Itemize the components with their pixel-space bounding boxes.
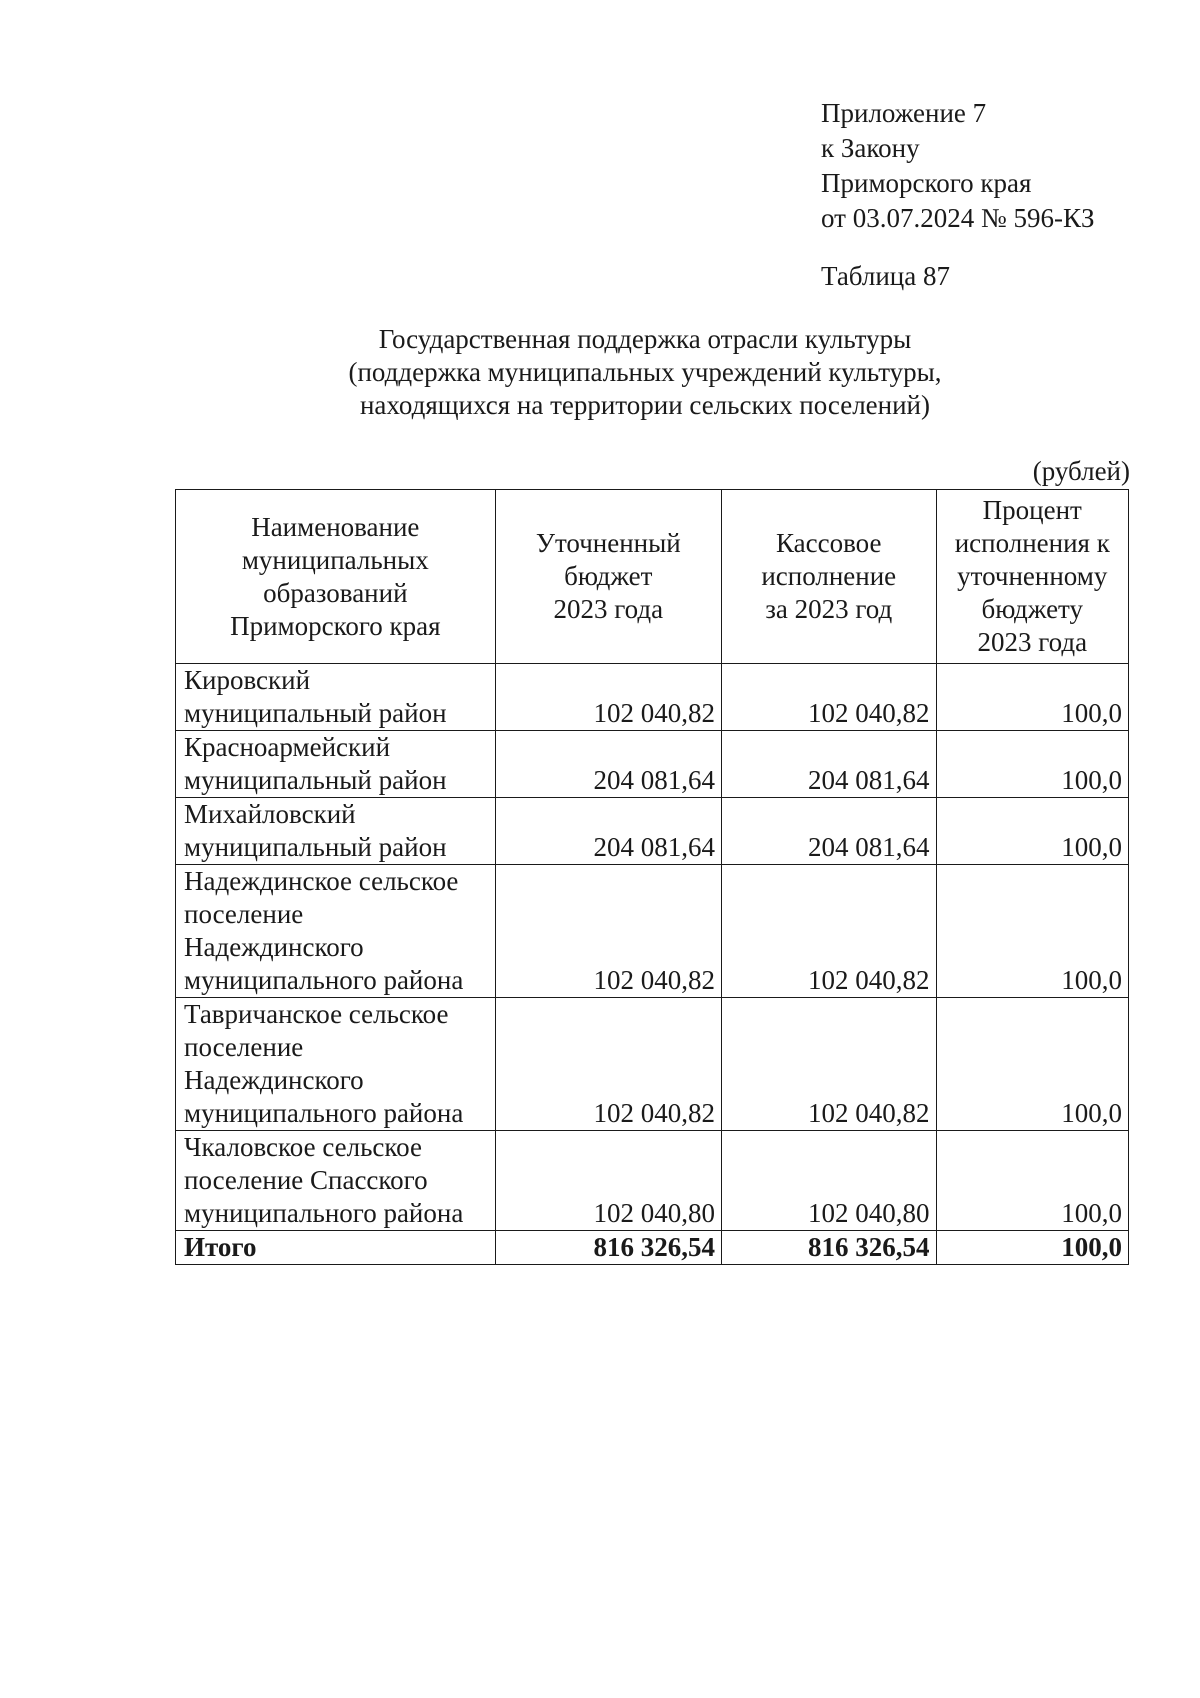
budget-table	[175, 489, 1129, 1265]
name-line: поселение	[184, 899, 304, 929]
name-line: поселение	[184, 1032, 304, 1062]
municipality-name	[176, 731, 496, 798]
table-row	[176, 1131, 1129, 1231]
total-execution: 816 326,54	[721, 1231, 936, 1265]
name-line: Кировский	[184, 665, 311, 695]
municipality-name	[176, 998, 496, 1131]
header-line: за 2023 год	[765, 594, 893, 624]
execution-value: 102 040,80	[721, 1131, 936, 1231]
budget-value: 204 081,64	[495, 731, 721, 798]
municipality-name	[176, 664, 496, 731]
name-line: муниципального района	[184, 1198, 464, 1228]
header-line: уточненному	[957, 561, 1108, 591]
name-line: Красноармейский	[184, 732, 391, 762]
name-line: муниципальный район	[184, 832, 447, 862]
budget-value: 102 040,80	[495, 1131, 721, 1231]
percent-value: 100,0	[936, 865, 1128, 998]
execution-value: 204 081,64	[721, 731, 936, 798]
total-percent: 100,0	[936, 1231, 1128, 1265]
header-line: Приморского края	[230, 610, 441, 641]
table-row	[176, 664, 1129, 731]
percent-value: 100,0	[936, 1131, 1128, 1231]
name-line: Михайловский	[184, 799, 356, 829]
total-row	[176, 1231, 1129, 1265]
name-line: муниципальный район	[184, 765, 447, 795]
header-budget	[495, 490, 721, 664]
municipality-name	[176, 798, 496, 865]
municipality-name	[176, 1131, 496, 1231]
header-line: бюджет	[564, 561, 653, 591]
header-line: 2023 года	[553, 594, 664, 624]
header-line: Кассовое	[776, 528, 882, 558]
header-execution	[721, 490, 936, 664]
header-line: муниципальных	[241, 544, 429, 575]
execution-value: 102 040,82	[721, 664, 936, 731]
title-line: находящихся на территории сельских поселений)	[359, 390, 930, 420]
header-line: бюджету	[981, 594, 1084, 624]
name-line: поселение Спасского	[184, 1165, 428, 1195]
header-percent	[936, 490, 1128, 664]
table-number: Таблица 87	[821, 261, 950, 291]
appendix-line: к Закону	[821, 133, 920, 163]
table-header-row	[176, 490, 1129, 664]
percent-value: 100,0	[936, 731, 1128, 798]
table-row	[176, 998, 1129, 1131]
execution-value: 102 040,82	[721, 998, 936, 1131]
budget-value: 204 081,64	[495, 798, 721, 865]
units-label: (рублей)	[1032, 456, 1130, 486]
budget-value: 102 040,82	[495, 664, 721, 731]
header-line: образований	[263, 577, 408, 608]
name-line: муниципальный район	[184, 698, 447, 728]
name-line: Тавричанское сельское	[184, 999, 449, 1029]
header-name	[176, 490, 496, 664]
header-line: 2023 года	[977, 627, 1088, 657]
title-line: Государственная поддержка отрасли культуры	[378, 324, 912, 354]
name-line: Надеждинское сельское	[184, 866, 459, 896]
percent-value: 100,0	[936, 664, 1128, 731]
header-line: исполнения к	[954, 528, 1110, 558]
appendix-line: Приложение 7	[821, 98, 987, 128]
header-line: Процент	[982, 495, 1082, 525]
budget-value: 102 040,82	[495, 865, 721, 998]
header-line: Наименование	[251, 511, 420, 542]
percent-value: 100,0	[936, 798, 1128, 865]
budget-value: 102 040,82	[495, 998, 721, 1131]
appendix-line: от 03.07.2024 № 596-КЗ	[821, 203, 1095, 233]
name-line: муниципального района	[184, 1098, 464, 1128]
name-line: Надеждинского	[184, 932, 364, 962]
document-title	[300, 323, 990, 422]
execution-value: 102 040,82	[721, 865, 936, 998]
total-budget: 816 326,54	[495, 1231, 721, 1265]
municipality-name	[176, 865, 496, 998]
appendix-line: Приморского края	[821, 168, 1032, 198]
total-label: Итого	[176, 1231, 496, 1265]
table-row	[176, 798, 1129, 865]
name-line: Надеждинского	[184, 1065, 364, 1095]
execution-value: 204 081,64	[721, 798, 936, 865]
percent-value: 100,0	[936, 998, 1128, 1131]
header-line: исполнение	[761, 561, 897, 591]
name-line: Чкаловское сельское	[184, 1132, 422, 1162]
table-row	[176, 731, 1129, 798]
title-line: (поддержка муниципальных учреждений культуры,	[348, 357, 942, 387]
appendix-block	[821, 96, 1094, 236]
name-line: муниципального района	[184, 965, 464, 995]
header-line: Уточненный	[535, 528, 681, 558]
table-row	[176, 865, 1129, 998]
